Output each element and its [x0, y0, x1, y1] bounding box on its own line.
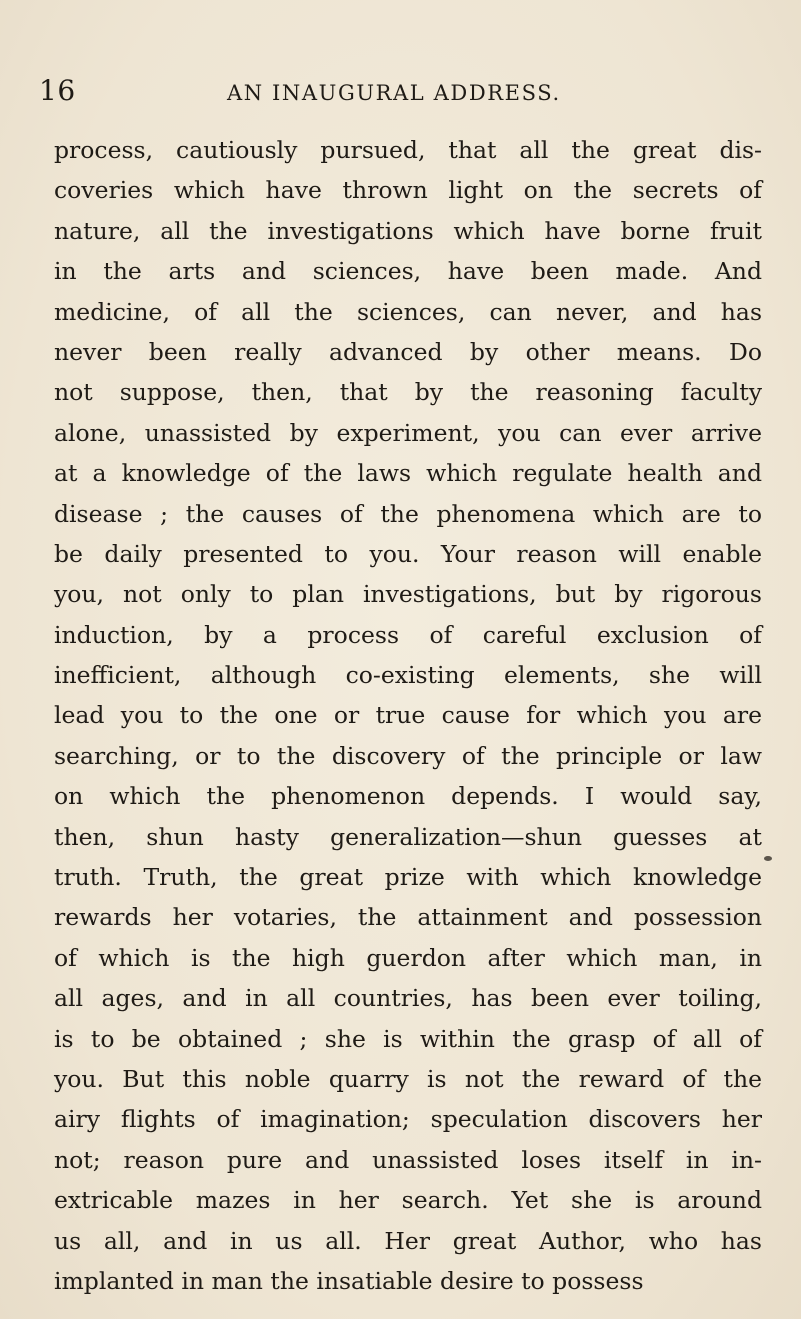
text-line: medicine, of all the sciences, can never, and has	[54, 297, 762, 326]
text-line: of which is the high guerdon after which man, in	[54, 943, 762, 972]
text-line: at a knowledge of the laws which regulate health and	[54, 459, 762, 488]
page-header	[39, 76, 761, 106]
text-line: induction, by a process of careful exclusion of	[54, 620, 762, 649]
text-line: nature, all the investigations which have borne fruit	[54, 216, 762, 245]
text-line: process, cautiously pursued, that all the great dis-	[54, 136, 762, 164]
text-line: disease ; the causes of the phenomena which are to	[54, 499, 762, 528]
text-line: is to be obtained ; she is within the grasp of all of	[54, 1024, 762, 1053]
text-line: be daily presented to you. Your reason will enable	[54, 539, 762, 568]
text-line: not suppose, then, that by the reasoning faculty	[54, 378, 762, 407]
text-line: then, shun hasty generalization—shun guesses at	[54, 822, 762, 851]
text-line: in the arts and sciences, have been made. And	[54, 257, 762, 286]
text-line: alone, unassisted by experiment, you can ever arrive	[54, 418, 762, 447]
text-line: you, not only to plan investigations, but by rigorous	[54, 580, 762, 609]
text-line: us all, and in us all. Her great Author, who has	[54, 1226, 762, 1255]
text-line: lead you to the one or true cause for which you are	[54, 701, 762, 730]
text-line: truth. Truth, the great prize with which knowledge	[54, 863, 762, 892]
text-line: all ages, and in all countries, has been ever toiling,	[54, 984, 762, 1013]
text-line: rewards her votaries, the attainment and possession	[54, 903, 762, 932]
text-line: on which the phenomenon depends. I would say,	[54, 782, 762, 811]
text-line: airy flights of imagination; speculation discovers her	[54, 1105, 762, 1134]
text-line: coveries which have thrown light on the secrets of	[54, 176, 762, 205]
running-head: AN INAUGURAL ADDRESS.	[227, 81, 561, 105]
text-line: extricable mazes in her search. Yet she is around	[54, 1186, 762, 1215]
text-line: not; reason pure and unassisted loses itself in in-	[54, 1145, 762, 1174]
text-line: you. But this noble quarry is not the reward of the	[54, 1064, 762, 1093]
body-text	[54, 130, 762, 1301]
text-line: searching, or to the discovery of the principle or law	[54, 741, 762, 770]
text-line: implanted in man the insatiable desire to possess	[54, 1266, 644, 1295]
page-number: 16	[39, 74, 76, 107]
text-line: inefficient, although co-existing elements, she will	[54, 661, 762, 690]
text-line: never been really advanced by other means. Do	[54, 337, 762, 366]
ink-mark	[764, 856, 772, 861]
